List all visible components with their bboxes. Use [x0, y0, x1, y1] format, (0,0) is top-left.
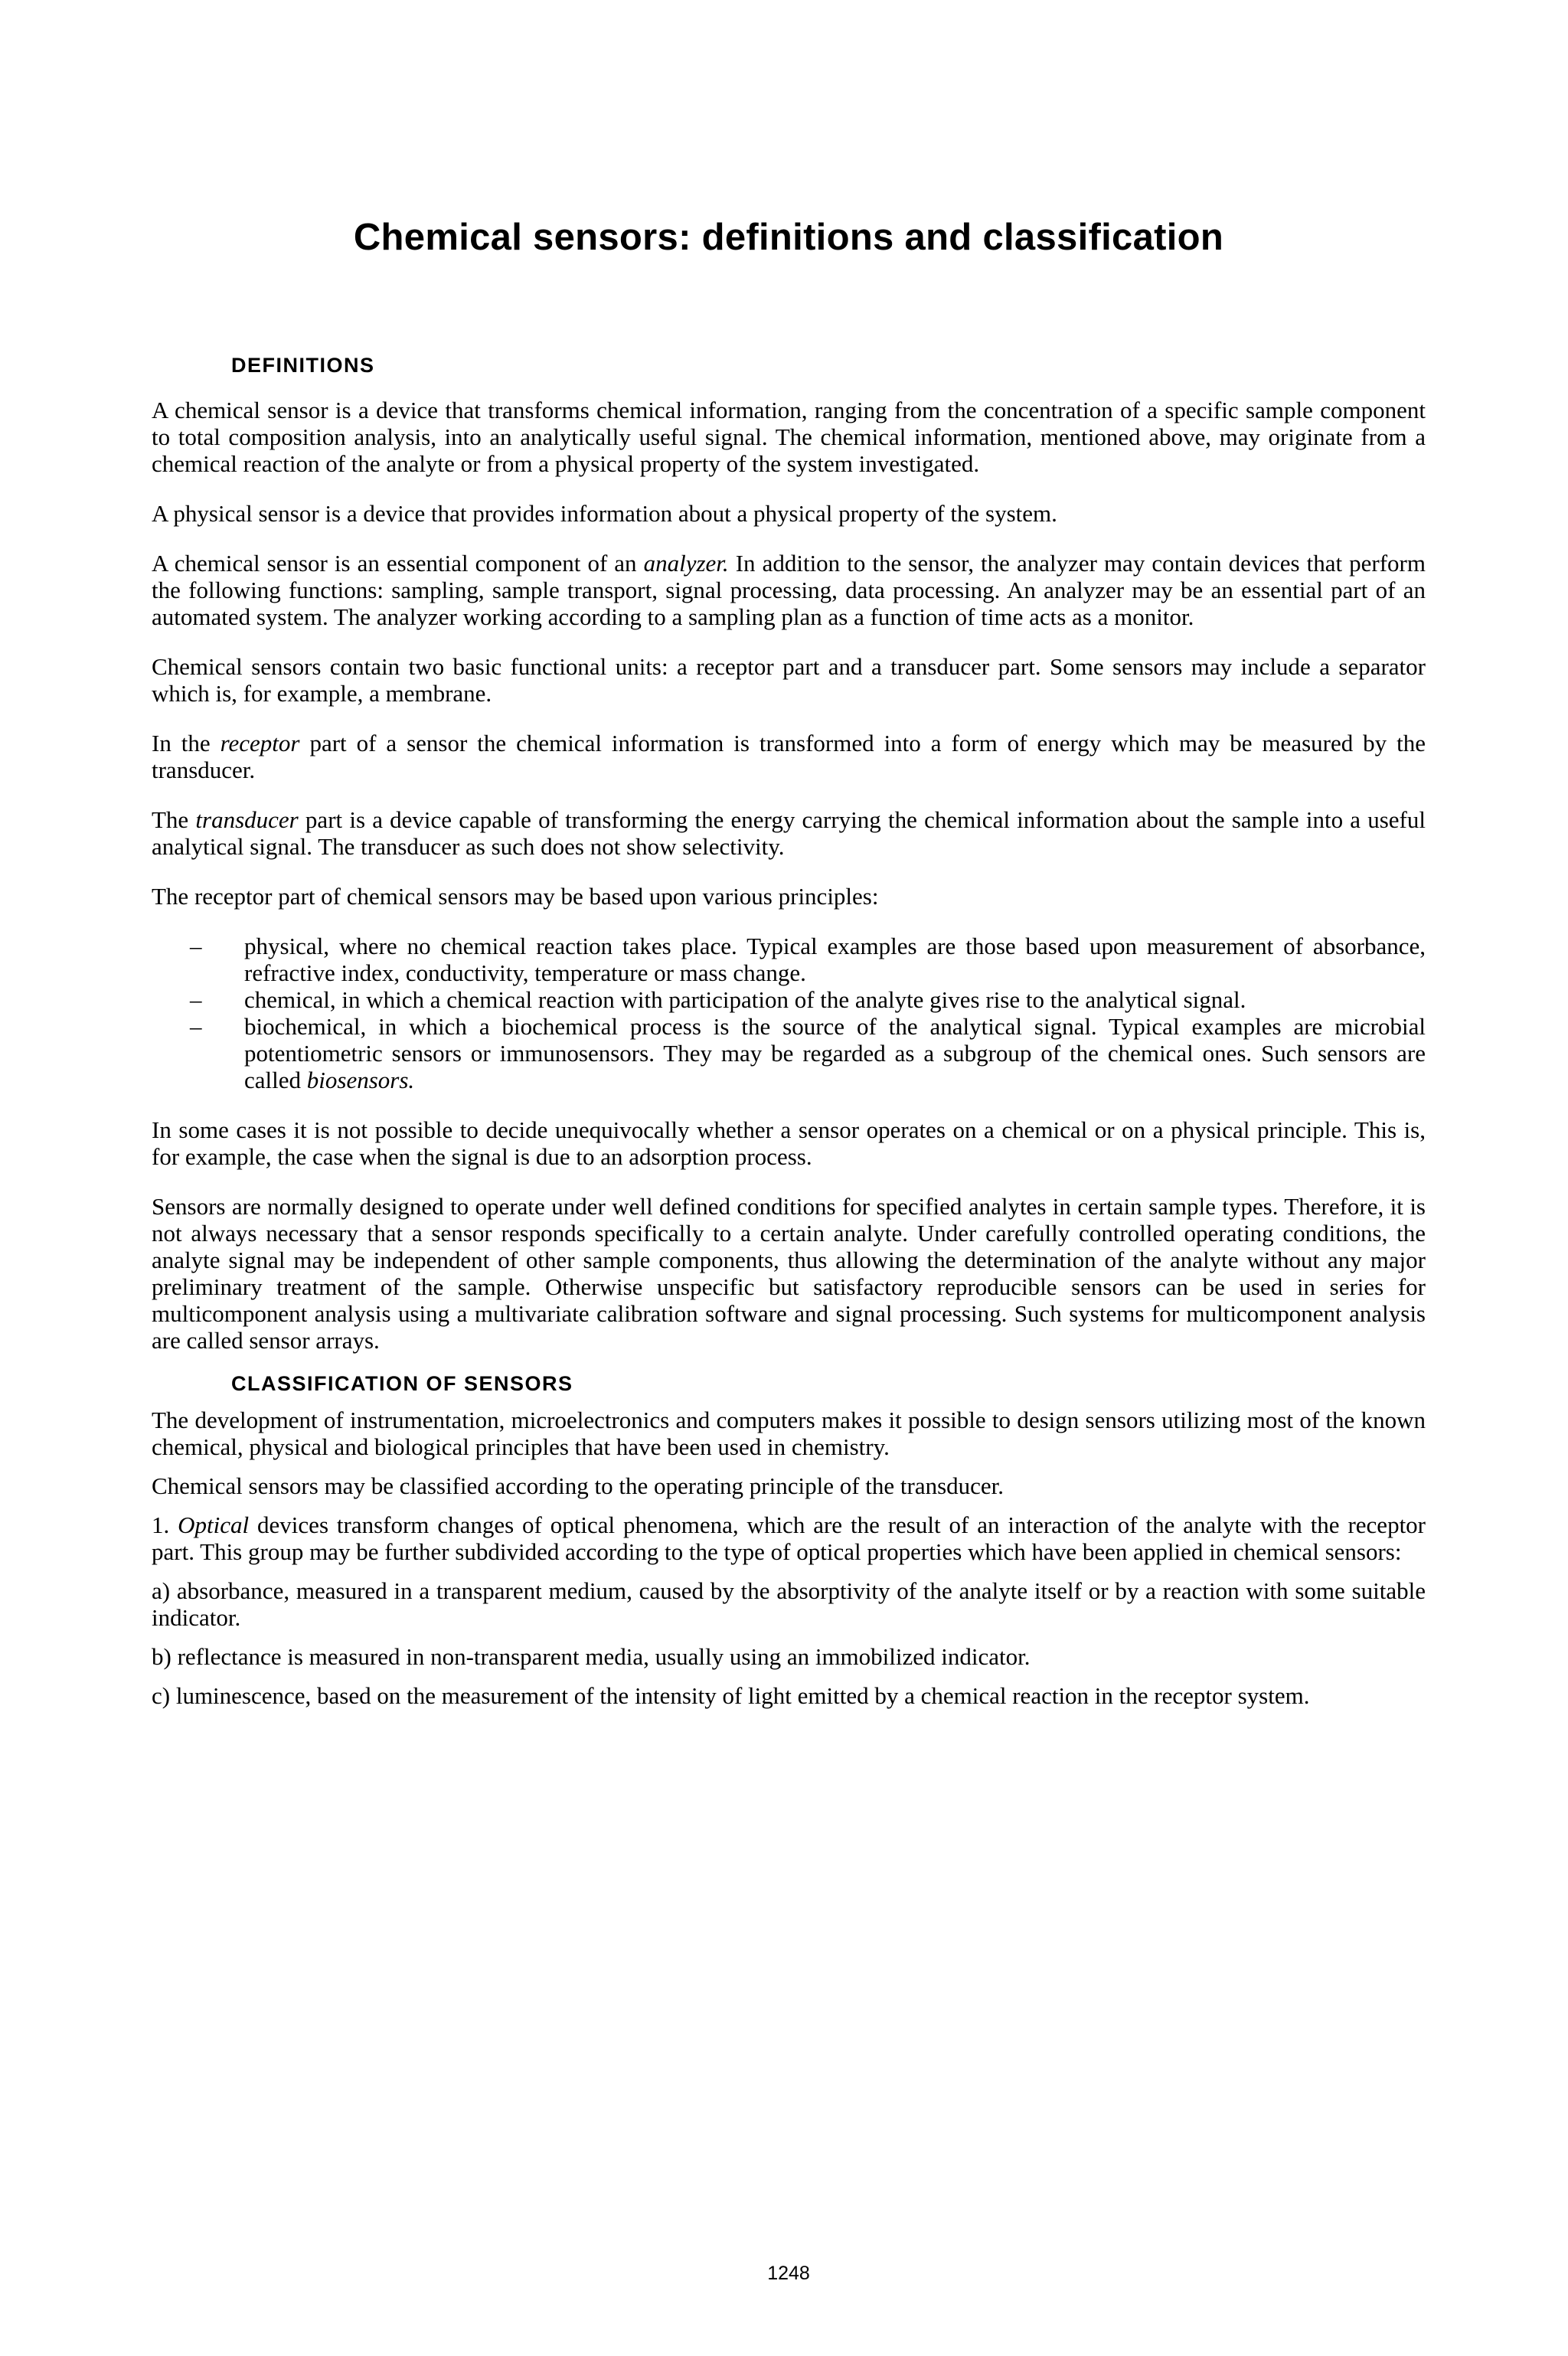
- paragraph-luminescence: c) luminescence, based on the measurement of the intensity of light emitted by a chemical reaction in the receptor system.: [152, 1682, 1310, 1709]
- paragraph-classification-principle: Chemical sensors may be classified according to the operating principle of the transducer.: [152, 1472, 1004, 1499]
- paragraph-receptor-principles: The receptor part of chemical sensors may be based upon various principles:: [152, 883, 879, 910]
- paragraph-analyzer-start: A chemical sensor is an essential component of an: [152, 550, 644, 577]
- page-number: 1248: [767, 2263, 810, 2284]
- paragraph-receptor-rest: part of a sensor the chemical information is transformed into a form of energy which may be measured by the transducer.: [152, 730, 1426, 783]
- term-biosensors: biosensors.: [306, 1067, 415, 1093]
- paragraph-adsorption: In some cases it is not possible to decide unequivocally whether a sensor operates on a chemical or on a physical principle. This is, for example, the case when the signal is due to an adsorption process.: [152, 1116, 1426, 1170]
- term-transducer: transducer: [195, 806, 299, 833]
- list-item-biochemical-text: biochemical, in which a biochemical process is the source of the analytical signal. Typical examples are microbial potentiometric sensors or immunosensors. They may be regarded as a subgroup of the chemical ones. Such sensors are called: [244, 1013, 1426, 1093]
- body-text: [152, 397, 1426, 1721]
- paragraph-physical-sensor-definition: A physical sensor is a device that provides information about a physical property of the system.: [152, 500, 1057, 527]
- paragraph-receptor: [152, 730, 1426, 783]
- list-dash: –: [190, 933, 202, 959]
- paragraph-absorbance: a) absorbance, measured in a transparent medium, caused by the absorptivity of the analyte itself or by a reaction with some suitable indicator.: [152, 1577, 1426, 1631]
- paragraph-transducer: [152, 806, 1426, 860]
- principles-list: [152, 933, 1426, 1093]
- paragraph-analyzer: [152, 550, 1426, 630]
- document-page: [152, 0, 1426, 2356]
- list-item-chemical-text: chemical, in which a chemical reaction with participation of the analyte gives rise to the analytical signal.: [244, 986, 1246, 1013]
- paragraph-instrumentation: The development of instrumentation, microelectronics and computers makes it possible to design sensors utilizing most of the known chemical, physical and biological principles that have been used in chemistry.: [152, 1407, 1426, 1460]
- paragraph-sensor-arrays: Sensors are normally designed to operate under well defined conditions for specified analytes in certain sample types. Therefore, it is not always necessary that a sensor responds specifically to a certain analyte. Under carefully controlled operating conditions, the analyte signal may be independent of other sample components, thus allowing the determination of the analyte without any major preliminary treatment of the sample. Otherwise unspecific but satisfactory reproducible sensors can be used in series for multicomponent analysis using a multivariate calibration software and signal processing. Such systems for multicomponent analysis are called sensor arrays.: [152, 1193, 1426, 1354]
- page-title: Chemical sensors: definitions and classification: [353, 217, 1224, 258]
- paragraph-analyzer-rest: In addition to the sensor, the analyzer may contain devices that perform the following functions: sampling, sample transport, signal processing, data processing. An analyzer may be an essential part of an automated system. The analyzer working according to a sampling plan as a function of time acts as a monitor.: [152, 550, 1426, 630]
- paragraph-transducer-rest: part is a device capable of transforming the energy carrying the chemical information about the sample into a useful analytical signal. The transducer as such does not show selectivity.: [152, 806, 1426, 860]
- optical-item-number: 1.: [152, 1511, 178, 1538]
- term-optical: Optical: [178, 1511, 250, 1538]
- paragraph-chemical-sensor-definition: A chemical sensor is a device that transforms chemical information, ranging from the concentration of a specific sample component to total composition analysis, into an analytically useful signal. The chemical information, mentioned above, may originate from a chemical reaction of the analyte or from a physical property of the system investigated.: [152, 397, 1426, 477]
- list-dash: –: [190, 986, 202, 1013]
- list-dash: –: [190, 1013, 202, 1040]
- paragraph-transducer-start: The: [152, 806, 196, 833]
- paragraph-functional-units: Chemical sensors contain two basic functional units: a receptor part and a transducer part. Some sensors may include a separator which is, for example, a membrane.: [152, 653, 1426, 707]
- section-heading-definitions: DEFINITIONS: [231, 354, 375, 377]
- term-analyzer: analyzer.: [643, 550, 729, 577]
- paragraph-receptor-start: In the: [152, 730, 220, 756]
- list-item-biochemical: [152, 1013, 1426, 1093]
- paragraph-optical-devices: [152, 1511, 1426, 1565]
- list-item-physical-text: physical, where no chemical reaction takes place. Typical examples are those based upon measurement of absorbance, refractive index, conductivity, temperature or mass change.: [244, 933, 1426, 986]
- paragraph-reflectance: b) reflectance is measured in non-transparent media, usually using an immobilized indicator.: [152, 1643, 1031, 1670]
- paragraph-optical-rest: devices transform changes of optical phenomena, which are the result of an interaction of the analyte with the receptor part. This group may be further subdivided according to the type of optical properties which have been applied in chemical sensors:: [152, 1511, 1426, 1565]
- term-receptor: receptor: [220, 730, 300, 756]
- section-heading-classification: CLASSIFICATION OF SENSORS: [231, 1372, 573, 1395]
- list-item-physical: [152, 933, 1426, 986]
- list-item-chemical: [152, 986, 1426, 1013]
